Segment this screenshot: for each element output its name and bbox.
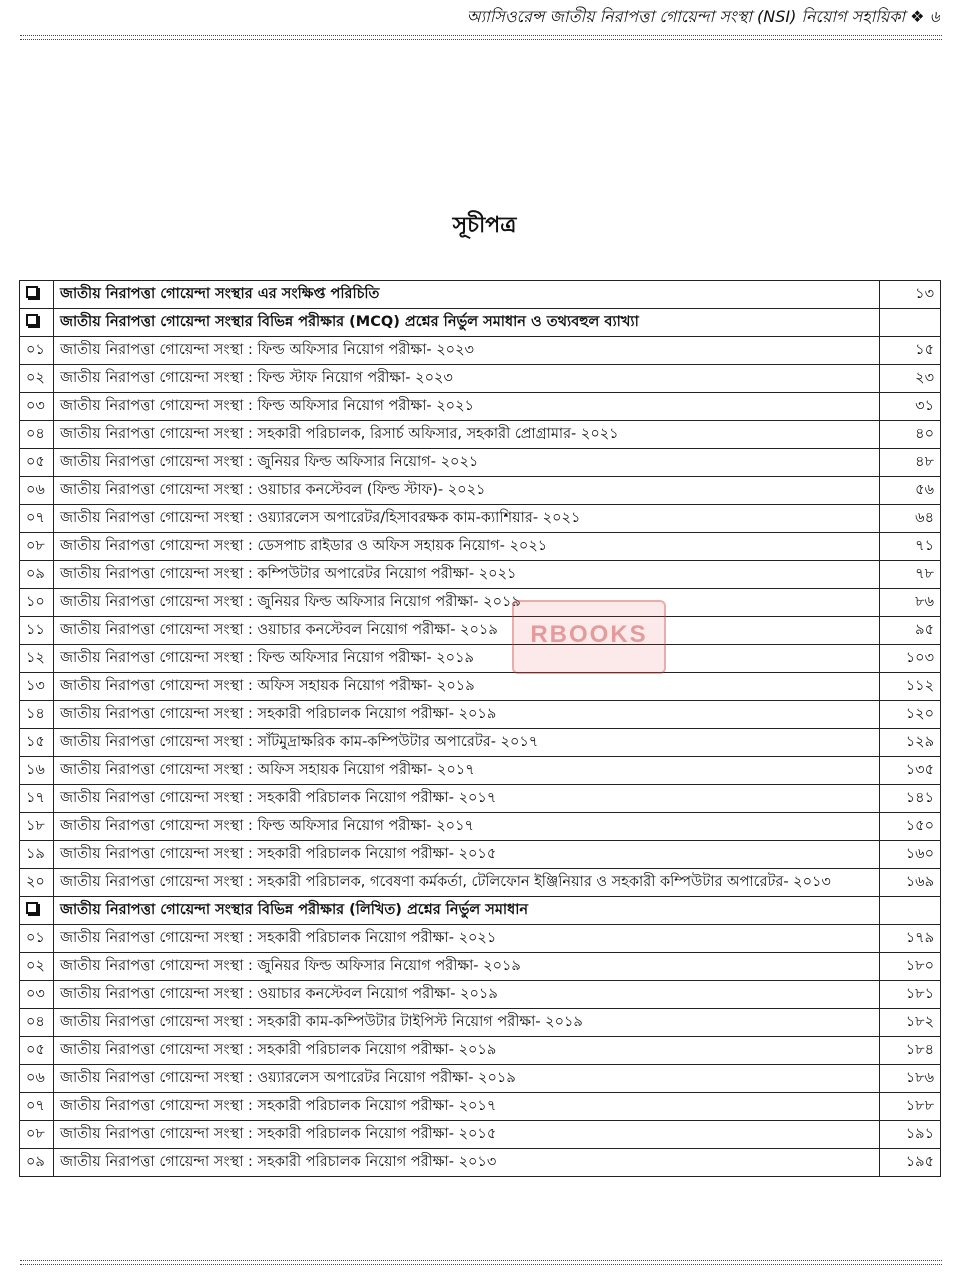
toc-entry-title: জাতীয় নিরাপত্তা গোয়েন্দা সংস্থা : সহকারী পরিচালক নিয়োগ পরীক্ষা- ২০১৫	[54, 1121, 880, 1149]
toc-page-number: ১৩	[880, 281, 941, 309]
toc-page-number: ১৫০	[880, 813, 941, 841]
toc-number: ০৪	[20, 1009, 54, 1037]
toc-page-number	[880, 309, 941, 337]
toc-entry-title: জাতীয় নিরাপত্তা গোয়েন্দা সংস্থা : ফিল্ড অফিসার নিয়োগ পরীক্ষা- ২০২১	[54, 393, 880, 421]
toc-page-number: ১৮১	[880, 981, 941, 1009]
toc-entry-title: জাতীয় নিরাপত্তা গোয়েন্দা সংস্থা : সহকারী পরিচালক, রিসার্চ অফিসার, সহকারী প্রোগ্রামার- ২০২১	[54, 421, 880, 449]
toc-page-number	[880, 897, 941, 925]
toc-row	[20, 449, 941, 477]
toc-number: ২০	[20, 869, 54, 897]
toc-page-number: ৯৫	[880, 617, 941, 645]
toc-entry-title: জাতীয় নিরাপত্তা গোয়েন্দা সংস্থা : সহকারী পরিচালক নিয়োগ পরীক্ষা- ২০১৭	[54, 1093, 880, 1121]
toc-page-number: ১৪১	[880, 785, 941, 813]
toc-row	[20, 981, 941, 1009]
checkbox-bullet-icon	[20, 281, 54, 309]
toc-row	[20, 869, 941, 897]
toc-section-row	[20, 309, 941, 337]
toc-entry-title: জাতীয় নিরাপত্তা গোয়েন্দা সংস্থা : জুনিয়র ফিল্ড অফিসার নিয়োগ পরীক্ষা- ২০১৯	[54, 953, 880, 981]
toc-row	[20, 561, 941, 589]
toc-page-number: ৭৮	[880, 561, 941, 589]
toc-page-number: ৫৬	[880, 477, 941, 505]
toc-row	[20, 1149, 941, 1177]
toc-number: ০৭	[20, 1093, 54, 1121]
footer-divider	[20, 1260, 942, 1261]
toc-number: ১৯	[20, 841, 54, 869]
toc-entry-title: জাতীয় নিরাপত্তা গোয়েন্দা সংস্থা : ফিল্ড স্টাফ নিয়োগ পরীক্ষা- ২০২৩	[54, 365, 880, 393]
toc-entry-title: জাতীয় নিরাপত্তা গোয়েন্দা সংস্থা : সহকারী পরিচালক নিয়োগ পরীক্ষা- ২০১৩	[54, 1149, 880, 1177]
toc-section-row	[20, 281, 941, 309]
toc-page-number: ৮৬	[880, 589, 941, 617]
toc-page-number: ১৮২	[880, 1009, 941, 1037]
toc-row	[20, 729, 941, 757]
toc-number: ১২	[20, 645, 54, 673]
toc-row	[20, 421, 941, 449]
toc-entry-title: জাতীয় নিরাপত্তা গোয়েন্দা সংস্থা : ওয়াচার কনস্টেবল (ফিল্ড স্টাফ)- ২০২১	[54, 477, 880, 505]
toc-entry-title: জাতীয় নিরাপত্তা গোয়েন্দা সংস্থা : সহকারী পরিচালক নিয়োগ পরীক্ষা- ২০১৭	[54, 785, 880, 813]
toc-entry-title: জাতীয় নিরাপত্তা গোয়েন্দা সংস্থা : ফিল্ড অফিসার নিয়োগ পরীক্ষা- ২০১৯	[54, 645, 880, 673]
toc-page-number: ১৮৪	[880, 1037, 941, 1065]
toc-number: ০৯	[20, 561, 54, 589]
toc-page-number: ১৯১	[880, 1121, 941, 1149]
toc-row	[20, 785, 941, 813]
toc-number: ১৪	[20, 701, 54, 729]
toc-row	[20, 477, 941, 505]
toc-entry-title: জাতীয় নিরাপত্তা গোয়েন্দা সংস্থা : সহকারী পরিচালক, গবেষণা কর্মকর্তা, টেলিফোন ইঞ্জিনিয়ার ও সহকারী কম্পিউটার অপারেটর- ২০১৩	[54, 869, 880, 897]
toc-page-number: ৭১	[880, 533, 941, 561]
toc-number: ০৫	[20, 449, 54, 477]
checkbox-icon	[26, 314, 38, 326]
toc-page-number: ২৩	[880, 365, 941, 393]
toc-row	[20, 1037, 941, 1065]
toc-number: ০৭	[20, 505, 54, 533]
toc-page-number: ১১২	[880, 673, 941, 701]
checkbox-icon	[26, 902, 38, 914]
toc-page-number: ১৫	[880, 337, 941, 365]
toc-number: ০১	[20, 337, 54, 365]
toc-row	[20, 393, 941, 421]
toc-row	[20, 589, 941, 617]
checkbox-bullet-icon	[20, 897, 54, 925]
toc-row	[20, 841, 941, 869]
toc-row	[20, 617, 941, 645]
table-of-contents	[19, 280, 941, 1177]
toc-page-number: ৩১	[880, 393, 941, 421]
toc-entry-title: জাতীয় নিরাপত্তা গোয়েন্দা সংস্থা : ফিল্ড অফিসার নিয়োগ পরীক্ষা- ২০১৭	[54, 813, 880, 841]
toc-entry-title: জাতীয় নিরাপত্তা গোয়েন্দা সংস্থা : ফিল্ড অফিসার নিয়োগ পরীক্ষা- ২০২৩	[54, 337, 880, 365]
toc-entry-title: জাতীয় নিরাপত্তা গোয়েন্দা সংস্থা : কম্পিউটার অপারেটর নিয়োগ পরীক্ষা- ২০২১	[54, 561, 880, 589]
toc-entry-title: জাতীয় নিরাপত্তা গোয়েন্দা সংস্থা : সাঁটমুদ্রাক্ষরিক কাম-কম্পিউটার অপারেটর- ২০১৭	[54, 729, 880, 757]
toc-row	[20, 533, 941, 561]
toc-entry-title: জাতীয় নিরাপত্তা গোয়েন্দা সংস্থা : ওয়্যারলেস অপারেটর নিয়োগ পরীক্ষা- ২০১৯	[54, 1065, 880, 1093]
toc-page-number: ১৮০	[880, 953, 941, 981]
toc-row	[20, 757, 941, 785]
toc-number: ০১	[20, 925, 54, 953]
toc-number: ০৪	[20, 421, 54, 449]
toc-number: ০৩	[20, 393, 54, 421]
toc-number: ০৯	[20, 1149, 54, 1177]
toc-number: ০৬	[20, 477, 54, 505]
toc-entry-title: জাতীয় নিরাপত্তা গোয়েন্দা সংস্থা : ওয়াচার কনস্টেবল নিয়োগ পরীক্ষা- ২০১৯	[54, 981, 880, 1009]
toc-number: ০৩	[20, 981, 54, 1009]
header-divider	[20, 35, 942, 36]
toc-number: ১৫	[20, 729, 54, 757]
toc-page-number: ১২৯	[880, 729, 941, 757]
toc-page-number: ১৭৯	[880, 925, 941, 953]
toc-page-number: ১৬৯	[880, 869, 941, 897]
toc-number: ০২	[20, 365, 54, 393]
toc-number: ১০	[20, 589, 54, 617]
toc-row	[20, 953, 941, 981]
toc-row	[20, 505, 941, 533]
toc-row	[20, 365, 941, 393]
toc-section-title: জাতীয় নিরাপত্তা গোয়েন্দা সংস্থার বিভিন্ন পরীক্ষার (লিখিত) প্রশ্নের নির্ভুল সমাধান	[54, 897, 880, 925]
toc-row	[20, 673, 941, 701]
toc-entry-title: জাতীয় নিরাপত্তা গোয়েন্দা সংস্থা : সহকারী পরিচালক নিয়োগ পরীক্ষা- ২০১৯	[54, 1037, 880, 1065]
toc-row	[20, 337, 941, 365]
toc-row	[20, 1065, 941, 1093]
toc-number: ০৫	[20, 1037, 54, 1065]
toc-row	[20, 1121, 941, 1149]
toc-number: ১৩	[20, 673, 54, 701]
toc-entry-title: জাতীয় নিরাপত্তা গোয়েন্দা সংস্থা : জুনিয়র ফিল্ড অফিসার নিয়োগ- ২০২১	[54, 449, 880, 477]
toc-row	[20, 645, 941, 673]
toc-entry-title: জাতীয় নিরাপত্তা গোয়েন্দা সংস্থা : ওয়াচার কনস্টেবল নিয়োগ পরীক্ষা- ২০১৯	[54, 617, 880, 645]
toc-entry-title: জাতীয় নিরাপত্তা গোয়েন্দা সংস্থা : সহকারী পরিচালক নিয়োগ পরীক্ষা- ২০১৫	[54, 841, 880, 869]
toc-number: ১১	[20, 617, 54, 645]
toc-page-number: ১৮৮	[880, 1093, 941, 1121]
toc-number: ১৮	[20, 813, 54, 841]
toc-entry-title: জাতীয় নিরাপত্তা গোয়েন্দা সংস্থা : অফিস সহায়ক নিয়োগ পরীক্ষা- ২০১৭	[54, 757, 880, 785]
toc-entry-title: জাতীয় নিরাপত্তা গোয়েন্দা সংস্থা : জুনিয়র ফিল্ড অফিসার নিয়োগ পরীক্ষা- ২০১৯	[54, 589, 880, 617]
toc-number: ০২	[20, 953, 54, 981]
running-header: অ্যাসিওরেন্স জাতীয় নিরাপত্তা গোয়েন্দা সংস্থা (NSI) নিয়োগ সহায়িকা ❖ ৬	[466, 7, 940, 26]
toc-page-number: ৪০	[880, 421, 941, 449]
toc-row	[20, 1093, 941, 1121]
header-divider	[20, 39, 942, 40]
toc-section-title: জাতীয় নিরাপত্তা গোয়েন্দা সংস্থার এর সংক্ষিপ্ত পরিচিতি	[54, 281, 880, 309]
toc-page-number: ১৬০	[880, 841, 941, 869]
toc-number: ১৭	[20, 785, 54, 813]
toc-row	[20, 925, 941, 953]
toc-page-number: ১৯৫	[880, 1149, 941, 1177]
toc-row	[20, 813, 941, 841]
toc-entry-title: জাতীয় নিরাপত্তা গোয়েন্দা সংস্থা : অফিস সহায়ক নিয়োগ পরীক্ষা- ২০১৯	[54, 673, 880, 701]
toc-entry-title: জাতীয় নিরাপত্তা গোয়েন্দা সংস্থা : ডেসপাচ রাইডার ও অফিস সহায়ক নিয়োগ- ২০২১	[54, 533, 880, 561]
toc-number: ০৮	[20, 1121, 54, 1149]
toc-page-number: ১৮৬	[880, 1065, 941, 1093]
toc-page-number: ১৩৫	[880, 757, 941, 785]
toc-entry-title: জাতীয় নিরাপত্তা গোয়েন্দা সংস্থা : সহকারী কাম-কম্পিউটার টাইপিস্ট নিয়োগ পরীক্ষা- ২০১৯	[54, 1009, 880, 1037]
toc-number: ১৬	[20, 757, 54, 785]
footer-divider	[20, 1264, 942, 1265]
page-title: সূচীপত্র	[452, 212, 517, 238]
toc-page-number: ১২০	[880, 701, 941, 729]
toc-page-number: ৬৪	[880, 505, 941, 533]
toc-number: ০৮	[20, 533, 54, 561]
toc-entry-title: জাতীয় নিরাপত্তা গোয়েন্দা সংস্থা : ওয়্যারলেস অপারেটর/হিসাবরক্ষক কাম-ক্যাশিয়ার- ২০২১	[54, 505, 880, 533]
toc-page-number: ৪৮	[880, 449, 941, 477]
checkbox-bullet-icon	[20, 309, 54, 337]
toc-entry-title: জাতীয় নিরাপত্তা গোয়েন্দা সংস্থা : সহকারী পরিচালক নিয়োগ পরীক্ষা- ২০১৯	[54, 701, 880, 729]
toc-number: ০৬	[20, 1065, 54, 1093]
checkbox-icon	[26, 286, 38, 298]
toc-section-row	[20, 897, 941, 925]
toc-entry-title: জাতীয় নিরাপত্তা গোয়েন্দা সংস্থা : সহকারী পরিচালক নিয়োগ পরীক্ষা- ২০২১	[54, 925, 880, 953]
watermark-logo: RBOOKS	[512, 600, 666, 674]
toc-row	[20, 1009, 941, 1037]
toc-page-number: ১০৩	[880, 645, 941, 673]
toc-row	[20, 701, 941, 729]
toc-section-title: জাতীয় নিরাপত্তা গোয়েন্দা সংস্থার বিভিন্ন পরীক্ষার (MCQ) প্রশ্নের নির্ভুল সমাধান ও তথ্যবহুল ব্যাখ্যা	[54, 309, 880, 337]
